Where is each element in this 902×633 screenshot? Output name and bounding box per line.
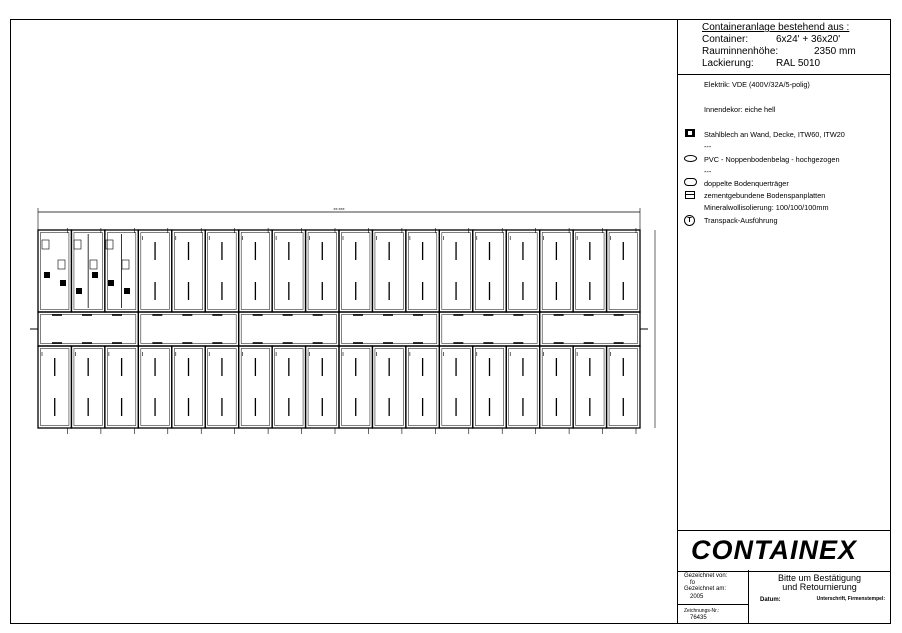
paint-value: RAL 5010 bbox=[776, 58, 821, 69]
drawn-on-value: 2005 bbox=[690, 594, 704, 600]
container-value: 6x24' + 36x20' bbox=[776, 34, 841, 45]
note-innendekor: Innendekor: eiche hell bbox=[704, 105, 776, 114]
note-boden: doppelte Bodenquerträger bbox=[704, 179, 789, 188]
container-label: Container: bbox=[702, 34, 749, 45]
date-label: Datum: bbox=[760, 597, 781, 603]
note-transpack: Transpack-Ausführung bbox=[704, 216, 778, 225]
drawn-on-label: Gezeichnet am: bbox=[684, 586, 727, 592]
sanitary-mark bbox=[124, 288, 130, 294]
drawn-by-label: Gezeichnet von: bbox=[684, 573, 728, 579]
container-unit bbox=[38, 230, 71, 312]
logo-box bbox=[678, 530, 891, 572]
corridor-inner-wall bbox=[41, 315, 136, 344]
sanitary-fixture bbox=[42, 240, 49, 249]
confirmation-section bbox=[748, 570, 891, 624]
paint-label: Lackierung: bbox=[702, 58, 754, 69]
corridor-inner-wall bbox=[542, 315, 637, 344]
request-line-2: und Retournierung bbox=[782, 582, 857, 592]
signature-label: Unterschrift, Firmenstempel: bbox=[816, 596, 885, 602]
corridor-unit bbox=[239, 312, 339, 346]
floor-beam-icon bbox=[684, 178, 697, 186]
sanitary-mark bbox=[76, 288, 82, 294]
floor-plan bbox=[30, 206, 655, 434]
corridor-inner-wall bbox=[342, 315, 437, 344]
title-block bbox=[677, 19, 891, 624]
dimension-text: xx xxx bbox=[333, 206, 345, 211]
spec-section bbox=[678, 19, 891, 75]
note-elektrik: Elektrik: VDE (400V/32A/5-polig) bbox=[704, 80, 810, 89]
drawing-number-value: 76435 bbox=[690, 615, 707, 621]
cement-board-icon bbox=[685, 191, 695, 199]
request-line-1: Bitte um Bestätigung bbox=[777, 573, 862, 583]
sanitary-fixture bbox=[74, 240, 81, 249]
sanitary-fixture bbox=[122, 260, 129, 269]
note-zement: zementgebundene Bodenspanplatten bbox=[704, 191, 826, 200]
note-dash-2: --- bbox=[704, 167, 712, 176]
corridor-unit bbox=[339, 312, 439, 346]
corridor-inner-wall bbox=[141, 315, 236, 344]
containex-logo: CONTAINEX bbox=[691, 535, 858, 565]
sanitary-mark bbox=[108, 280, 114, 286]
steel-plate-icon bbox=[685, 129, 695, 137]
corridor-unit bbox=[38, 312, 138, 346]
note-pvc: PVC - Noppenbodenbelag - hochgezogen bbox=[704, 155, 840, 164]
height-value: 2350 mm bbox=[814, 46, 856, 57]
corridor-unit bbox=[540, 312, 640, 346]
note-mineral: Mineralwollisolierung: 100/100/100mm bbox=[704, 203, 829, 212]
corridor-unit bbox=[138, 312, 238, 346]
spec-title: Containeranlage bestehend aus : bbox=[702, 22, 850, 33]
sanitary-mark bbox=[92, 272, 98, 278]
sanitary-mark bbox=[60, 280, 66, 286]
drawing-info bbox=[678, 570, 749, 624]
height-label: Rauminnenhöhe: bbox=[702, 46, 779, 57]
container-inner-wall bbox=[41, 233, 69, 310]
note-stahlblech: Stahlblech an Wand, Decke, ITW60, ITW20 bbox=[704, 130, 845, 139]
drawing-number-label: Zeichnungs-Nr.: bbox=[684, 608, 720, 614]
note-dash-1: --- bbox=[704, 142, 712, 151]
sanitary-mark bbox=[44, 272, 50, 278]
sanitary-fixture bbox=[106, 240, 113, 249]
pvc-floor-icon bbox=[684, 155, 697, 162]
drawn-by-value: fo bbox=[690, 580, 696, 586]
corridor-inner-wall bbox=[241, 315, 336, 344]
corridor-inner-wall bbox=[442, 315, 537, 344]
corridor-unit bbox=[439, 312, 539, 346]
sanitary-fixture bbox=[90, 260, 97, 269]
sanitary-fixture bbox=[58, 260, 65, 269]
transpack-icon: T bbox=[684, 215, 695, 226]
